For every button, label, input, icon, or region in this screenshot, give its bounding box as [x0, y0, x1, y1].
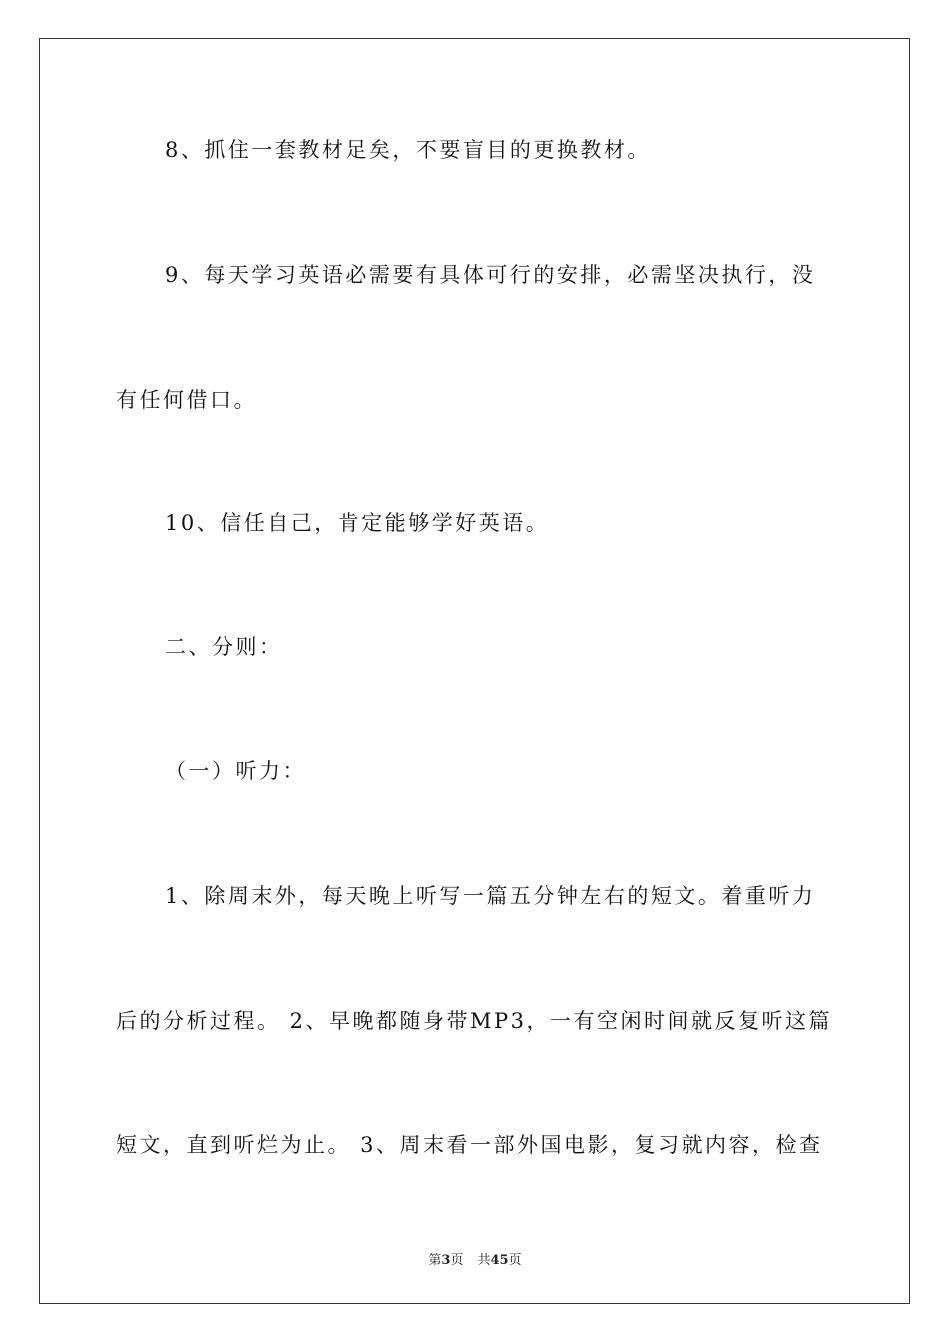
- page-frame: [39, 38, 910, 1304]
- footer-total-suffix: 页: [508, 1253, 522, 1268]
- footer-page-suffix: 页: [450, 1253, 464, 1268]
- subsection-heading-listening: （一）听力：: [165, 759, 306, 783]
- text-line-listening-2: 后的分析过程。 2、早晚都随身带MP3，一有空闲时间就反复听这篇: [116, 1009, 833, 1033]
- text-line-item-9: 9、每天学习英语必需要有具体可行的安排，必需坚决执行，没: [165, 263, 816, 287]
- footer-total-prefix: 共: [477, 1253, 491, 1268]
- text-line-listening-3: 短文，直到听烂为止。 3、周末看一部外国电影，复习就内容，检查: [116, 1133, 823, 1157]
- footer-total-pages: 45: [490, 1253, 509, 1268]
- page-footer: [0, 1249, 950, 1268]
- footer-page-number: 3: [441, 1253, 451, 1268]
- text-line-item-9-continued: 有任何借口。: [116, 388, 257, 412]
- text-line-listening-1: 1、除周末外，每天晚上听写一篇五分钟左右的短文。着重听力: [165, 884, 816, 908]
- section-heading-details: 二、分则：: [165, 635, 283, 659]
- text-line-item-8: 8、抓住一套教材足矣，不要盲目的更换教材。: [165, 138, 651, 162]
- text-line-item-10: 10、信任自己，肯定能够学好英语。: [165, 511, 550, 535]
- footer-page-prefix: 第: [428, 1253, 442, 1268]
